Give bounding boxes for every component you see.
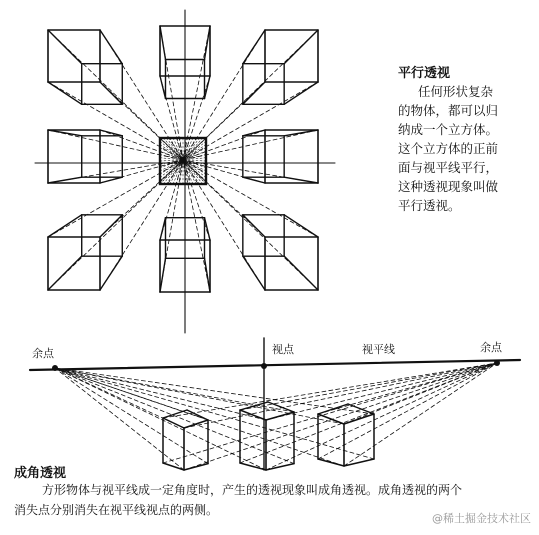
cube-edge: [100, 256, 122, 290]
vanishing-ray: [240, 363, 497, 463]
eye-point: [261, 363, 267, 369]
parallel-line-6: 这种透视现象叫做: [398, 179, 499, 194]
cube-edge: [268, 402, 294, 412]
vanishing-ray: [55, 368, 294, 412]
parallel-line-1: 任何形状复杂: [418, 84, 494, 99]
parallel-title: 平行透视: [398, 66, 451, 81]
vanishing-ray: [183, 130, 265, 160]
vanishing-ray: [100, 130, 183, 160]
cube-edge: [243, 256, 265, 290]
cube-edge: [284, 82, 318, 104]
cube-edge: [160, 76, 166, 99]
vanishing-ray: [318, 363, 497, 414]
cube-edge: [100, 30, 122, 64]
vanishing-ray: [55, 368, 266, 470]
cube-edge: [100, 177, 122, 183]
vanishing-ray: [266, 363, 497, 420]
cube-edge: [243, 177, 265, 183]
cube-edge: [205, 76, 211, 99]
cube-edge: [48, 82, 82, 104]
center-hatch-line: [183, 160, 203, 184]
cube-edge: [205, 26, 211, 60]
cube-edge: [284, 130, 318, 136]
cube-edge: [284, 215, 318, 237]
cube-edge: [284, 256, 318, 290]
vanishing-ray: [163, 363, 497, 463]
cube-edge: [243, 215, 265, 237]
cube-edge: [100, 82, 122, 104]
angular-cube-right: [55, 363, 497, 466]
left-vanishing-point-label: 余点: [32, 347, 54, 360]
vanishing-ray: [183, 82, 318, 160]
cube-edge: [284, 30, 318, 64]
cube-edge: [243, 30, 265, 64]
cube-edge: [284, 177, 318, 183]
parallel-line-7: 平行透视。: [398, 198, 461, 213]
horizon-line: [30, 360, 520, 370]
cube-edge: [48, 215, 82, 237]
angular-perspective-figure: [30, 338, 520, 470]
cube-edge: [243, 82, 265, 104]
cube-top-left: [48, 30, 183, 160]
parallel-line-3: 纳成一个立方体。: [398, 122, 499, 137]
angular-cube-center: [55, 363, 497, 470]
watermark: @稀土掘金技术社区: [432, 512, 531, 525]
cube-edge: [344, 459, 374, 466]
vanishing-ray: [48, 82, 183, 160]
angular-line-1: 方形物体与视平线成一定角度时，产生的透视现象叫成角透视。成角透视的两个: [42, 483, 463, 497]
eye-point-label: 视点: [272, 343, 294, 356]
cube-edge: [205, 258, 211, 292]
right-vanishing-point-label: 余点: [480, 341, 502, 354]
parallel-perspective-figure: [35, 10, 335, 333]
cube-edge: [48, 256, 82, 290]
cube-edge: [243, 130, 265, 136]
cube-edge: [160, 258, 166, 292]
cube-top-right: [183, 30, 318, 160]
horizon-line-label: 视平线: [362, 343, 395, 356]
center-hatch-line: [163, 160, 183, 184]
cube-edge: [48, 177, 82, 183]
parallel-line-4: 这个立方体的正前: [398, 141, 499, 156]
cube-edge: [100, 215, 122, 237]
cube-edge: [160, 218, 166, 240]
cube-edge: [48, 30, 82, 64]
vanishing-ray: [55, 368, 294, 464]
cube-edge: [163, 463, 184, 470]
angular-title: 成角透视: [14, 466, 67, 481]
parallel-line-5: 面与视平线平行，: [398, 160, 499, 175]
vanishing-ray: [184, 363, 497, 470]
parallel-line-2: 的物体，都可以归: [398, 103, 499, 118]
cube-edge: [205, 218, 211, 240]
vanishing-ray: [240, 363, 497, 410]
cube-edge: [160, 26, 166, 60]
vanishing-ray: [266, 363, 497, 470]
cube-edge: [100, 130, 122, 136]
cube-edge: [318, 414, 344, 424]
cube-edge: [48, 130, 82, 136]
cube-edge: [266, 464, 294, 470]
angular-line-2: 消失点分别消失在视平线视点的两侧。: [14, 503, 219, 517]
cube-edge: [344, 414, 374, 424]
